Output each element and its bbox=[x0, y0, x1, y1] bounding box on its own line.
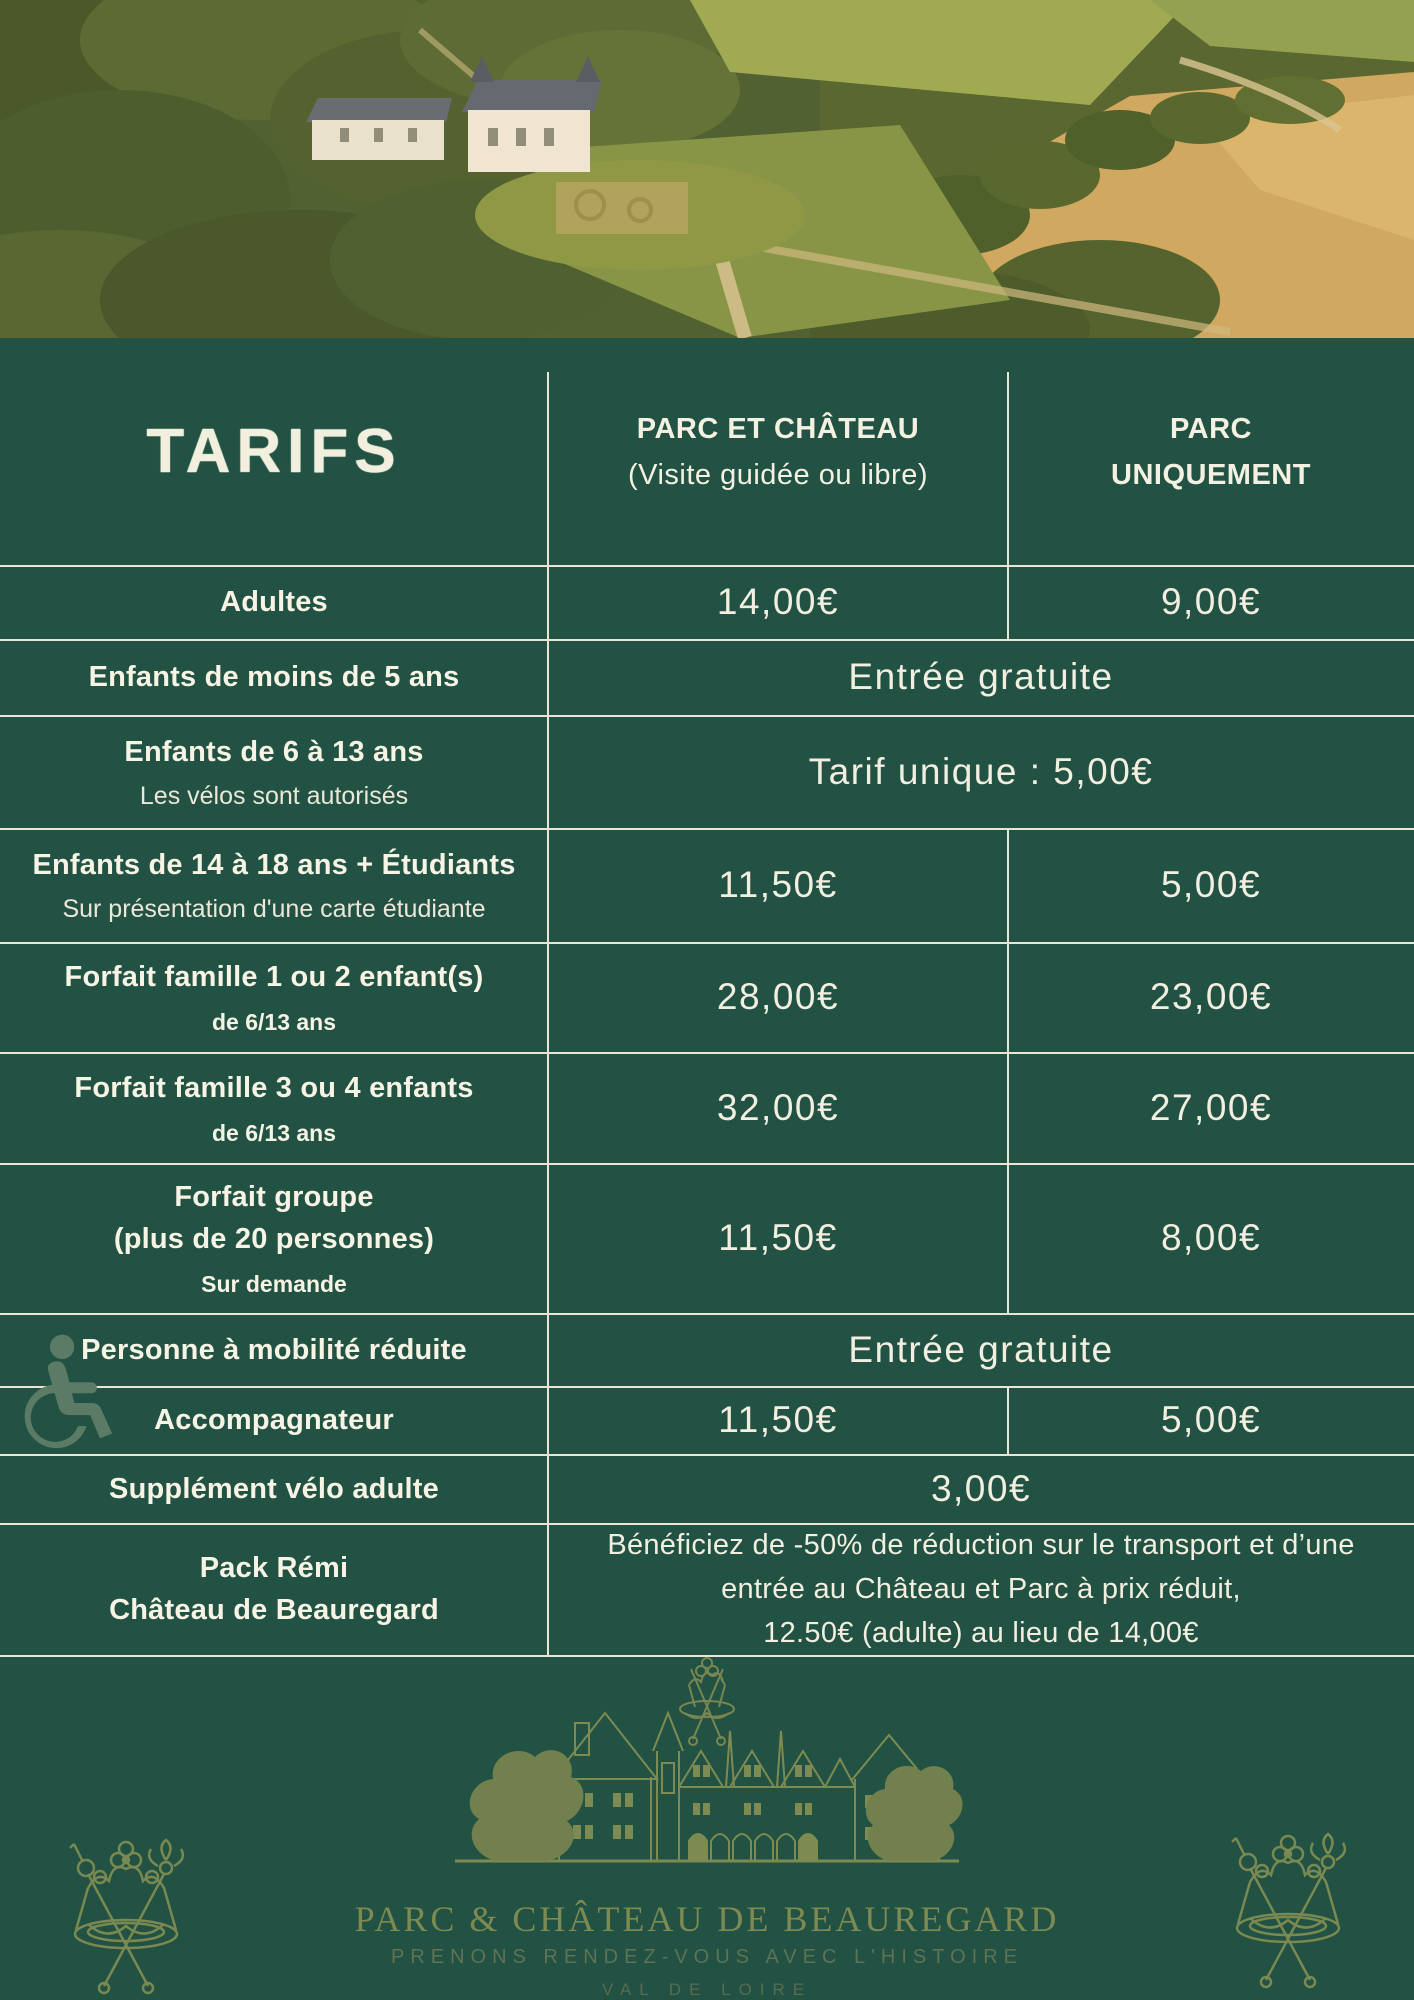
grid-line bbox=[0, 715, 1414, 717]
table-row bbox=[0, 1163, 1414, 1313]
aerial-chateau-photo bbox=[0, 0, 1414, 338]
row-label: Forfait groupe bbox=[174, 1181, 374, 1213]
crown-scepters-emblem bbox=[1208, 1812, 1368, 1992]
span-value: Entrée gratuite bbox=[848, 656, 1114, 697]
price-full: 14,00€ bbox=[716, 581, 840, 622]
table-header-row bbox=[0, 338, 1414, 565]
row-label-line2: Château de Beauregard bbox=[109, 1594, 439, 1626]
grid-line bbox=[0, 828, 1414, 830]
grid-line bbox=[0, 1454, 1414, 1456]
table-row bbox=[0, 1313, 1414, 1386]
row-label: Enfants de 14 à 18 ans + Étudiants bbox=[32, 849, 516, 881]
wheelchair-icon bbox=[6, 1328, 128, 1456]
price-park: 5,00€ bbox=[1160, 1399, 1262, 1440]
price-full: 11,50€ bbox=[718, 1399, 838, 1440]
column-header-parc-uniquement bbox=[1008, 338, 1414, 565]
brand-title: PARC & CHÂTEAU DE BEAUREGARD bbox=[354, 1899, 1060, 1939]
grid-line bbox=[0, 565, 1414, 567]
grid-line-vertical bbox=[547, 372, 549, 1655]
price-full: 11,50€ bbox=[718, 864, 838, 905]
row-label: Enfants de moins de 5 ans bbox=[88, 661, 460, 693]
page-title bbox=[0, 338, 548, 565]
brand-tagline: PRENONS RENDEZ-VOUS AVEC L'HISTOIRE bbox=[390, 1946, 1024, 1968]
table-row bbox=[0, 1386, 1414, 1454]
grid-line bbox=[0, 1523, 1414, 1525]
table-row bbox=[0, 1052, 1414, 1163]
row-sublabel: de 6/13 ans bbox=[211, 1009, 337, 1035]
price-full: 11,50€ bbox=[718, 1217, 838, 1258]
logo-tree bbox=[470, 1750, 963, 1861]
grid-line bbox=[0, 1052, 1414, 1054]
price-park: 8,00€ bbox=[1160, 1217, 1262, 1258]
row-label: Enfants de 6 à 13 ans bbox=[124, 735, 424, 768]
grid-line-vertical bbox=[1007, 828, 1009, 1313]
row-sublabel: Sur présentation d'une carte étudiante bbox=[62, 895, 486, 923]
price-park: 5,00€ bbox=[1160, 864, 1262, 905]
table-row bbox=[0, 565, 1414, 639]
pack-remi-line3: 12.50€ (adulte) au lieu de 14,00€ bbox=[763, 1617, 1199, 1649]
chateau-line-art-logo bbox=[427, 1655, 987, 1895]
row-label-line2: (plus de 20 personnes) bbox=[113, 1223, 435, 1255]
row-sublabel: de 6/13 ans bbox=[211, 1119, 337, 1146]
brand-region: VAL DE LOIRE bbox=[601, 1980, 813, 1999]
price-full: 28,00€ bbox=[716, 976, 840, 1017]
span-value: 3,00€ bbox=[930, 1467, 1032, 1509]
row-label: Forfait famille 1 ou 2 enfant(s) bbox=[64, 961, 484, 993]
col-full-line1: PARC ET CHÂTEAU bbox=[636, 412, 920, 445]
price-park: 9,00€ bbox=[1160, 581, 1262, 622]
pack-remi-line1: Bénéficiez de -50% de réduction sur le transport et d’une bbox=[607, 1529, 1355, 1561]
row-label: Supplément vélo adulte bbox=[109, 1472, 439, 1505]
crown-mini bbox=[680, 1658, 734, 1745]
table-row bbox=[0, 942, 1414, 1052]
grid-line-vertical bbox=[1007, 372, 1009, 639]
span-value: Entrée gratuite bbox=[848, 1328, 1114, 1370]
grid-line bbox=[0, 639, 1414, 641]
table-row bbox=[0, 1523, 1414, 1655]
pack-remi-line2: entrée au Château et Parc à prix réduit, bbox=[721, 1573, 1241, 1605]
row-sublabel: Sur demande bbox=[201, 1271, 347, 1297]
column-header-parc-et-chateau bbox=[548, 338, 1008, 565]
row-label: Accompagnateur bbox=[154, 1404, 394, 1436]
price-full: 32,00€ bbox=[716, 1086, 840, 1128]
grid-line-vertical bbox=[1007, 1386, 1009, 1454]
table-row bbox=[0, 1454, 1414, 1523]
row-label: Adultes bbox=[220, 586, 328, 618]
grid-line bbox=[0, 942, 1414, 944]
crown-scepters-emblem bbox=[46, 1818, 206, 1998]
table-row bbox=[0, 828, 1414, 942]
table-row bbox=[0, 639, 1414, 715]
grid-line bbox=[0, 1313, 1414, 1315]
col-full-line2: (Visite guidée ou libre) bbox=[627, 458, 929, 491]
price-park: 27,00€ bbox=[1149, 1086, 1273, 1128]
col-park-line1: PARC bbox=[1169, 412, 1253, 445]
tarifs-title: TARIFS bbox=[146, 417, 402, 486]
row-label: Pack Rémi bbox=[199, 1552, 349, 1584]
span-value: Tarif unique : 5,00€ bbox=[808, 750, 1154, 792]
row-label: Personne à mobilité réduite bbox=[81, 1333, 467, 1366]
grid-line bbox=[0, 1386, 1414, 1388]
row-sublabel: Les vélos sont autorisés bbox=[139, 781, 409, 810]
table-row bbox=[0, 715, 1414, 828]
grid-line bbox=[0, 1163, 1414, 1165]
col-park-line2: UNIQUEMENT bbox=[1111, 458, 1311, 491]
row-label: Forfait famille 3 ou 4 enfants bbox=[74, 1071, 474, 1104]
price-park: 23,00€ bbox=[1149, 976, 1273, 1017]
